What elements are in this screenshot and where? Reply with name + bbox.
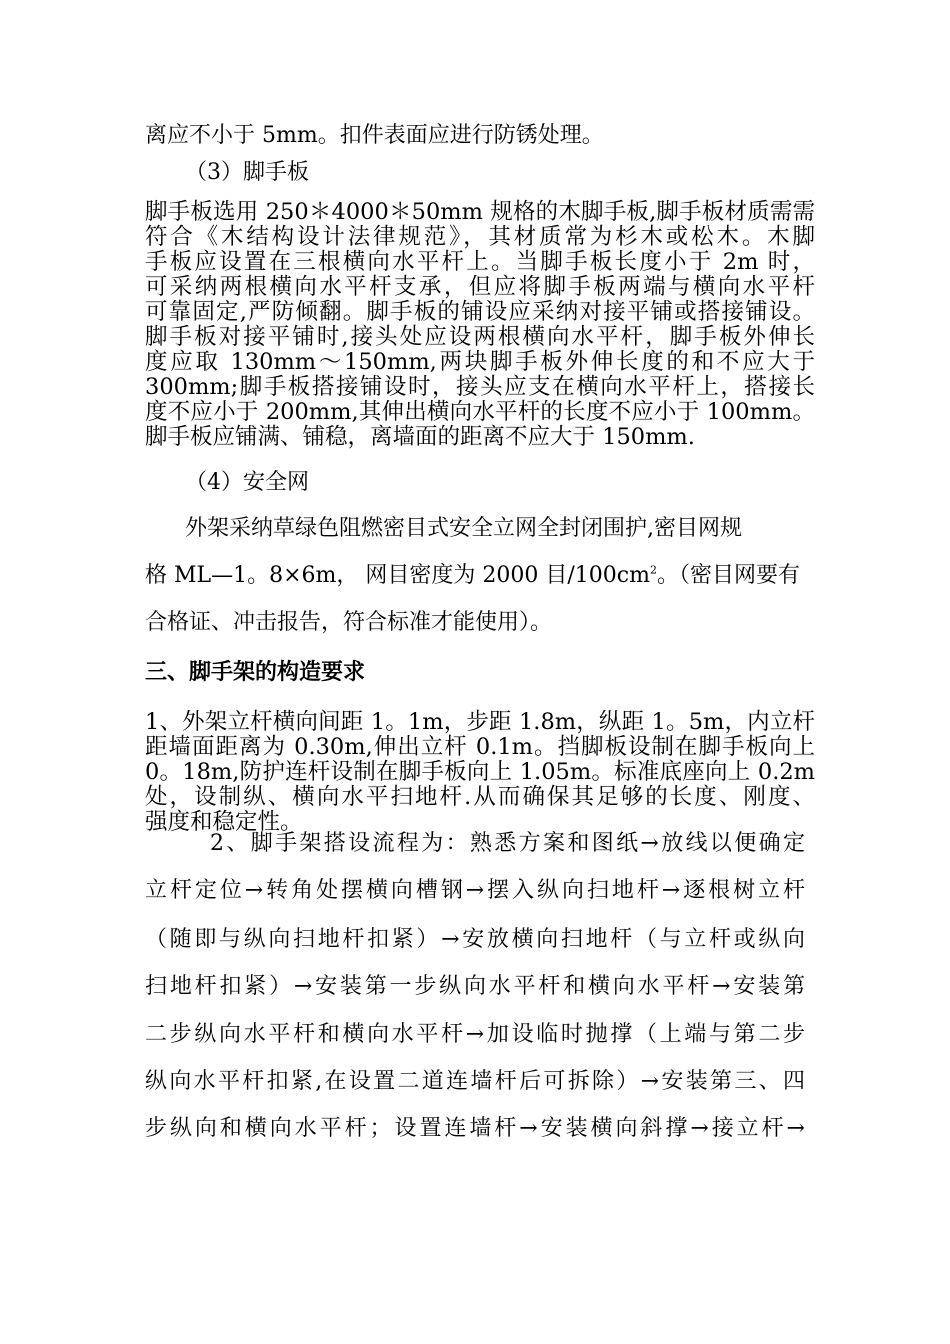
section-heading: 三、脚手架的构造要求 [145, 660, 366, 685]
text-line: 1、外架立杆横向间距 1。1m，步距 1.8m，纵距 1。5m，内立杆 [145, 709, 815, 735]
text-line: 可靠固定,严防倾翻。脚手板的铺设应采纳对接平铺或搭接铺设。 [145, 299, 815, 325]
text-line: 扫地杆扣紧）→安装第一步纵向水平杆和横向水平杆→安装第 [145, 974, 805, 999]
text-line: 离应不小于 5mm。扣件表面应进行防锈处理。 [145, 123, 604, 148]
text-line: 0。18m,防护连杆设制在脚手板向上 1.05m。标准底座向上 0.2m [145, 759, 815, 785]
text-line: 合格证、冲击报告，符合标准才能使用）。 [145, 610, 553, 635]
text-line: 脚手板对接平铺时,接头处应设两根横向水平杆，脚手板外伸长 [145, 324, 815, 350]
subsection-heading-3: （3）脚手板 [185, 160, 309, 185]
text-line: 可采纳两根横向水平杆支承，但应将脚手板两端与横向水平杆 [145, 274, 815, 300]
subsection-heading-4: （4）安全网 [185, 470, 309, 495]
text-line: 2、脚手架搭设流程为：熟悉方案和图纸→放线以便确定 [210, 831, 805, 856]
text-line: 手板应设置在三根横向水平杆上。当脚手板长度小于 2m 时， [145, 249, 815, 275]
text-line: 度不应小于 200mm,其伸出横向水平杆的长度不应小于 100mm。 [145, 399, 815, 425]
text-line: 纵向水平杆扣紧,在设置二道连墙杆后可拆除）→安装第三、四 [145, 1069, 805, 1094]
text-line: 度应取 130mm～150mm,两块脚手板外伸长度的和不应大于 [145, 349, 815, 375]
text-line: （随即与纵向扫地杆扣紧）→安放横向扫地杆（与立杆或纵向 [145, 927, 805, 952]
text-line: 强度和稳定性。 [145, 809, 303, 835]
text-line [145, 563, 815, 589]
text-line: 符合《木结构设计法律规范》，其材质常为杉木或松木。木脚 [145, 224, 815, 250]
text-line: 外架采纳草绿色阻燃密目式安全立网全封闭围护,密目网规 [185, 516, 742, 541]
text-fragment: 。（密目网要有 [656, 563, 800, 588]
text-line: 处，设制纵、横向水平扫地杆.从而确保其足够的长度、刚度、 [145, 784, 815, 810]
text-line: 脚手板选用 250＊4000＊50mm 规格的木脚手板,脚手板材质需需 [145, 199, 815, 225]
text-line: 二步纵向水平杆和横向水平杆→加设临时抛撑（上端与第二步 [145, 1022, 805, 1047]
text-line: 距墙面距离为 0.30m,伸出立杆 0.1m。挡脚板设制在脚手板向上 [145, 734, 815, 760]
text-line: 立杆定位→转角处摆横向槽钢→摆入纵向扫地杆→逐根树立杆 [145, 878, 805, 903]
text-fragment: 格 ML—1。8×6m， 网目密度为 2000 目/100cm [145, 563, 650, 588]
text-line: 步纵向和横向水平杆；设置连墙杆→安装横向斜撑→接立杆→ [145, 1116, 805, 1141]
superscript: 2 [649, 563, 657, 577]
text-line: 300mm;脚手板搭接铺设时，接头应支在横向水平杆上，搭接长 [145, 374, 815, 400]
text-line: 脚手板应铺满、铺稳，离墙面的距离不应大于 150mm. [145, 424, 695, 450]
